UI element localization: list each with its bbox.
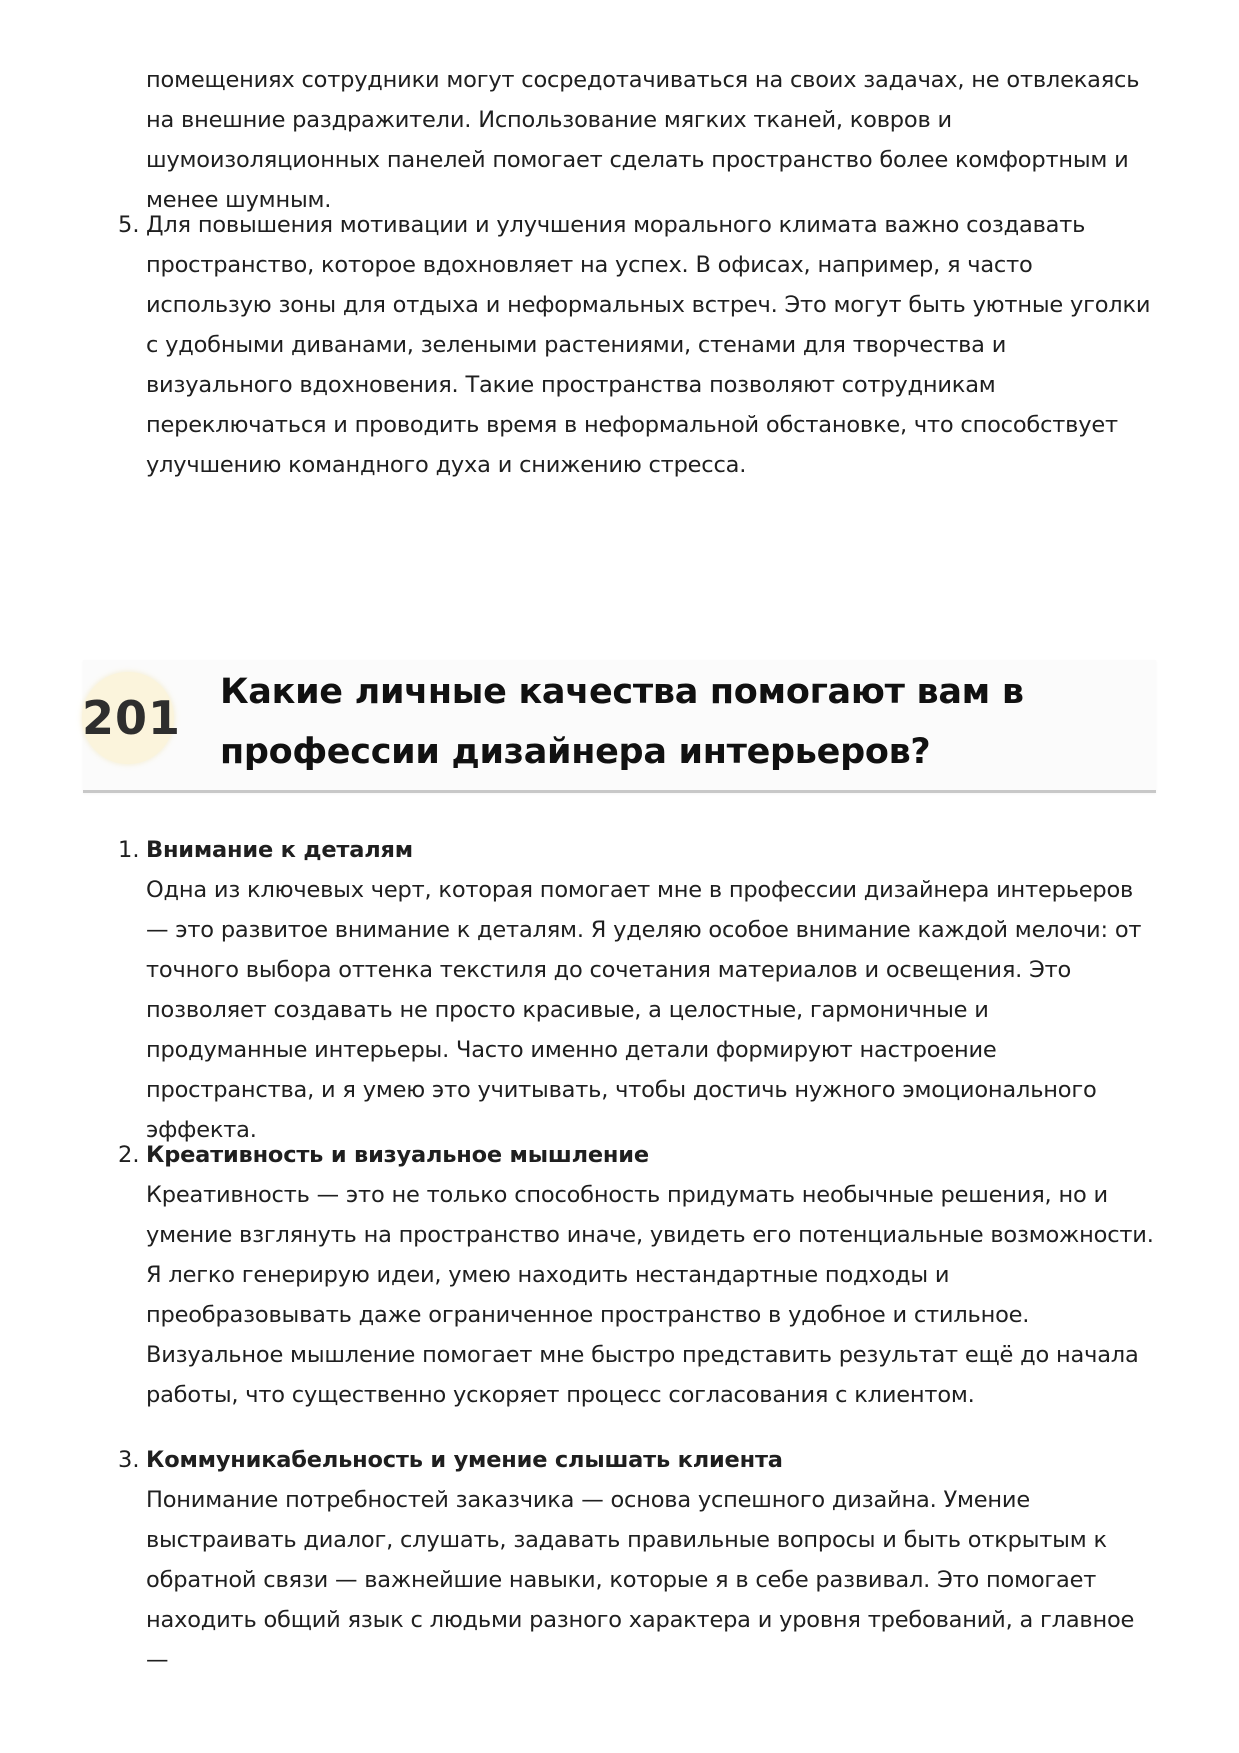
continuation-paragraph: помещениях сотрудники могут сосредотачиваться на своих задачах, не отвлекаясь на внешние раздражители. Использование мягких тканей, ковров и шумоизоляционных панелей помогает сделать пространство более комфортным и менее шумным. bbox=[146, 67, 1140, 213]
list-item-2-title: Креативность и визуальное мышление bbox=[146, 1142, 649, 1168]
list-item-3-body: Понимание потребностей заказчика — основа успешного дизайна. Умение выстраивать диалог, слушать, задавать правильные вопросы и быть открытым к обратной связи — важнейшие навыки, которые я в себе развивал. Это помогает находить общий язык с людьми разного характера и уровня требований, а главное — bbox=[146, 1487, 1135, 1673]
question-title: Какие личные качества помогают вам в профессии дизайнера интерьеров? bbox=[220, 672, 1024, 772]
list-item-3-title: Коммуникабельность и умение слышать клиента bbox=[146, 1447, 783, 1473]
list-item-1 bbox=[146, 830, 1156, 1150]
list-item-5-text: Для повышения мотивации и улучшения морального климата важно создавать пространство, которое вдохновляет на успех. В офисах, например, я часто использую зоны для отдыха и неформальных встреч. Это могут быть уютные уголки с удобными диванами, зелеными растениями, стенами для творчества и визуального вдохновения. Такие пространства позволяют сотрудникам переключаться и проводить время в неформальной обстановке, что способствует улучшению командного духа и снижению стресса. bbox=[146, 212, 1151, 478]
list-number-2: 2. bbox=[118, 1142, 140, 1168]
list-item-2-body: Креативность — это не только способность придумать необычные решения, но и умение взглянуть на пространство иначе, увидеть его потенциальные возможности. Я легко генерирую идеи, умею находить нестандартные подходы и преобразовывать даже ограниченное пространство в удобное и стильное. Визуальное мышление помогает мне быстро представить результат ещё до начала работы, что существенно ускоряет процесс согласования с клиентом. bbox=[146, 1182, 1154, 1408]
list-item-1-body: Одна из ключевых черт, которая помогает мне в профессии дизайнера интерьеров — это развитое внимание к деталям. Я уделяю особое внимание каждой мелочи: от точного выбора оттенка текстиля до сочетания материалов и освещения. Это позволяет создавать не просто красивые, а целостные, гармоничные и продуманные интерьеры. Часто именно детали формируют настроение пространства, и я умею это учитывать, чтобы достичь нужного эмоционального эффекта. bbox=[146, 877, 1142, 1143]
list-number-1: 1. bbox=[118, 837, 140, 863]
list-item-2 bbox=[146, 1135, 1156, 1415]
list-item-3 bbox=[146, 1440, 1156, 1680]
list-number-5: 5. bbox=[118, 212, 140, 238]
list-item-1-title: Внимание к деталям bbox=[146, 837, 413, 863]
question-number: 201 bbox=[82, 691, 182, 745]
list-number-3: 3. bbox=[118, 1447, 140, 1473]
